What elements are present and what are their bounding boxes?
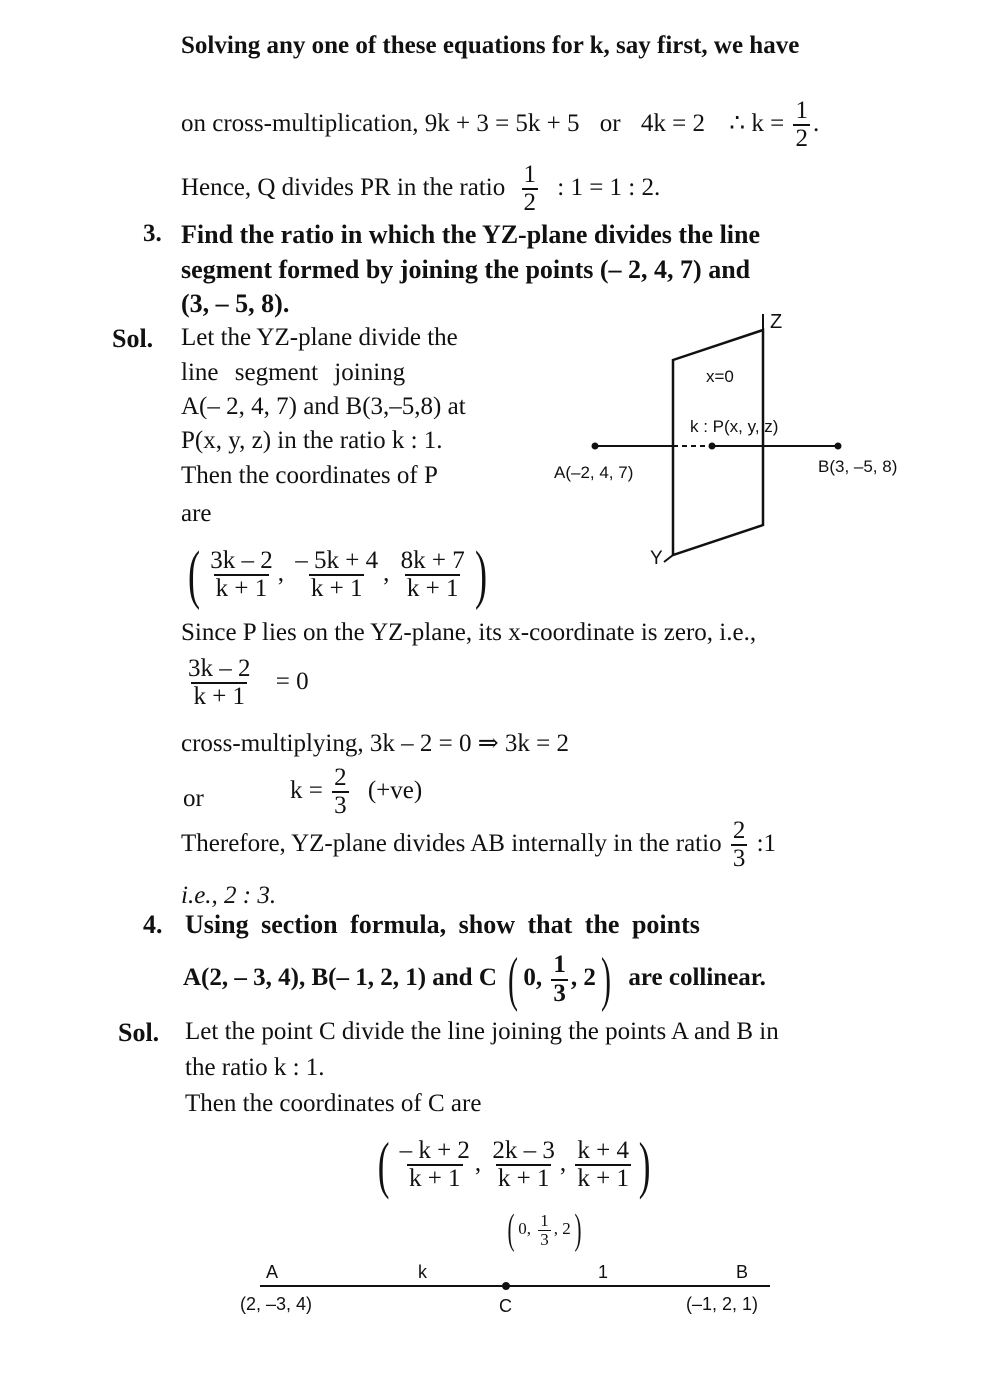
since-line: Since P lies on the YZ-plane, its x-coordinate is zero, i.e., (181, 619, 757, 646)
sol3-line-2: line segment joining (181, 359, 406, 386)
q4-line-1: Using section formula, show that the points (185, 910, 700, 939)
x-coordinate-fraction (186, 656, 253, 711)
point-c-label: C (499, 1296, 512, 1316)
hence-text: Hence, Q divides PR in the ratio (181, 173, 506, 201)
ratio-k-label: k (418, 1262, 427, 1282)
fraction-denominator: 2 (795, 125, 808, 153)
c-point-small: ( 0, $\frac{1}{3}$ , 2 ) (507, 1207, 582, 1253)
fraction-denominator: 3 (334, 792, 347, 820)
point-b-coords: (–1, 2, 1) (686, 1294, 759, 1314)
q4-number: 4. (143, 910, 163, 939)
sol4-coordinates: ( $\frac{- k + 2}{k + 1}$ , $\frac{2k - 3}{k + 1}$ , $\frac{k + 4}{k + 1}$ ) (377, 1129, 651, 1200)
q3-line-2: segment formed by joining the points (– 2, 4, 7) and (181, 255, 751, 284)
ratio-fraction (731, 818, 748, 873)
k-positive-note: (+ve) (367, 776, 423, 804)
c-point-fraction (538, 1212, 551, 1249)
hence-line (181, 162, 660, 217)
point-b-dot (835, 443, 842, 450)
fraction-denominator: k + 1 (408, 1164, 461, 1192)
coord-z-fraction (399, 548, 467, 603)
fraction-denominator: 3 (553, 979, 566, 1007)
point-a-coords: (2, –3, 4) (240, 1294, 313, 1314)
k-two-thirds-fraction (332, 765, 349, 820)
x-coordinate-equation (183, 656, 309, 711)
cross-mult-eq2: 4k = 2 (640, 109, 705, 137)
fraction-numerator: 3k – 2 (188, 655, 251, 682)
ie-line: i.e., 2 : 3. (181, 882, 277, 909)
hence-rest: : 1 = 1 : 2. (557, 173, 661, 201)
left-paren: ( (508, 946, 519, 1012)
point-c-dot (502, 1282, 510, 1290)
point-p-dot (709, 443, 716, 450)
c-z-value: 2 (583, 964, 596, 992)
q3-number: 3. (143, 220, 162, 247)
left-paren: ( (377, 1129, 390, 1200)
q4-line-2: A(2, – 3, 4), B(– 1, 2, 1) and C ( 0, $\frac{1}{3}$ , 2 ) are collinear. (183, 946, 766, 1012)
sol4-line-2: the ratio k : 1. (185, 1054, 325, 1081)
cross-mult-eq1: on cross-multiplication, 9k + 3 = 5k + 5 (181, 109, 580, 137)
coord-x-fraction (208, 548, 275, 603)
point-p-label: k : P(x, y, z) (690, 417, 779, 436)
k-half-fraction (793, 98, 810, 153)
fraction-denominator: k + 1 (215, 574, 268, 602)
q4-collinear-text: are collinear. (628, 964, 766, 992)
left-paren: ( (187, 538, 201, 611)
fraction-denominator: k + 1 (497, 1164, 550, 1192)
point-a-label: A (266, 1262, 279, 1282)
sol3-line-6: are (181, 500, 212, 527)
right-paren: ) (474, 538, 487, 611)
right-paren: ) (639, 1129, 651, 1200)
sol3-label: Sol. (112, 324, 154, 353)
fraction-numerator: 1 (540, 1210, 549, 1230)
fraction-numerator: – k + 2 (399, 1136, 470, 1164)
sol4-line-1: Let the point C divide the line joining the points A and B in (185, 1018, 779, 1045)
therefore-k: ∴ k = (729, 109, 785, 137)
ratio-one-label: 1 (598, 1262, 609, 1282)
k-value-line (290, 765, 422, 820)
coord-y-fraction (293, 548, 380, 603)
fraction-numerator: 1 (523, 161, 536, 188)
cross-mult-or: or (599, 109, 621, 137)
right-paren: ) (574, 1207, 582, 1253)
sol4-label: Sol. (118, 1018, 160, 1047)
or-label: or (183, 785, 204, 812)
y-axis-line (664, 555, 673, 562)
point-b-label: B(3, –5, 8) (818, 457, 898, 476)
coord-z-fraction (575, 1138, 631, 1193)
hence-fraction (522, 162, 539, 217)
z-axis-label: Z (770, 311, 783, 333)
fraction-numerator: k + 4 (577, 1136, 630, 1164)
solving-line: Solving any one of these equations for k, say first, we have (181, 32, 800, 59)
sol4-line-3: Then the coordinates of C are (185, 1090, 482, 1117)
fraction-denominator: k + 1 (406, 574, 459, 602)
q3-line-3: (3, – 5, 8). (181, 289, 290, 318)
fraction-numerator: – 5k + 4 (295, 546, 379, 574)
fraction-denominator: 3 (540, 1229, 549, 1249)
collinear-diagram (230, 1260, 790, 1320)
y-axis-label: Y (650, 548, 663, 569)
sol3-line-4: P(x, y, z) in the ratio k : 1. (181, 427, 443, 454)
fraction-denominator: 2 (523, 189, 536, 217)
fraction-numerator: 1 (795, 97, 808, 124)
q3-line-1: Find the ratio in which the YZ-plane divides the line (181, 220, 761, 249)
fraction-numerator: 1 (553, 951, 566, 979)
c-point-z: 2 (562, 1219, 571, 1239)
point-a-dot (592, 443, 599, 450)
sol3-line-5: Then the coordinates of P (181, 462, 438, 489)
plane-label: x=0 (706, 367, 734, 386)
fraction-numerator: 2k – 3 (492, 1136, 555, 1164)
sol3-line-1: Let the YZ-plane divide the (181, 324, 458, 351)
k-equals: k = (290, 776, 323, 804)
yz-plane-diagram (540, 300, 940, 580)
fraction-denominator: 3 (732, 845, 746, 873)
q4-points-text: A(2, – 3, 4), B(– 1, 2, 1) and C (183, 964, 497, 992)
point-a-label: A(–2, 4, 7) (554, 463, 634, 482)
fraction-denominator: k + 1 (577, 1164, 630, 1192)
fraction-denominator: k + 1 (310, 574, 363, 602)
sol3-line-3: A(– 2, 4, 7) and B(3,–5,8) at (181, 393, 466, 420)
cross-multiplying-line: cross-multiplying, 3k – 2 = 0 ⇒ 3k = 2 (181, 730, 570, 757)
coord-y-fraction (490, 1138, 557, 1193)
c-point-x: 0, (518, 1219, 531, 1239)
fraction-numerator: 2 (732, 817, 746, 844)
ratio-rest: :1 (756, 829, 777, 857)
therefore-line (181, 818, 776, 873)
right-paren: ) (601, 946, 612, 1012)
fraction-denominator: k + 1 (193, 683, 246, 711)
fraction-numerator: 2 (334, 764, 347, 791)
cross-mult-line: on cross-multiplication, 9k + 3 = 5k + 5 or 4k = 2 ∴ k = $\frac{1}{2}$ . (181, 97, 820, 153)
c-y-fraction (551, 952, 568, 1007)
fraction-numerator: 8k + 7 (400, 546, 465, 574)
fraction-numerator: 3k – 2 (210, 546, 273, 574)
equation-rhs: = 0 (275, 667, 309, 695)
c-x-value: 0, (523, 964, 543, 992)
yz-plane (673, 330, 763, 555)
coord-x-fraction (398, 1138, 472, 1193)
therefore-text: Therefore, YZ-plane divides AB internally in the ratio (181, 829, 722, 857)
left-paren: ( (507, 1207, 515, 1253)
sol3-coordinates: ( $\frac{3k - 2}{k + 1}$ , $\frac{- 5k + 4}{k + 1}$ , $\frac{8k + 7}{k + 1}$ ) (187, 538, 487, 611)
point-b-label: B (736, 1262, 749, 1282)
